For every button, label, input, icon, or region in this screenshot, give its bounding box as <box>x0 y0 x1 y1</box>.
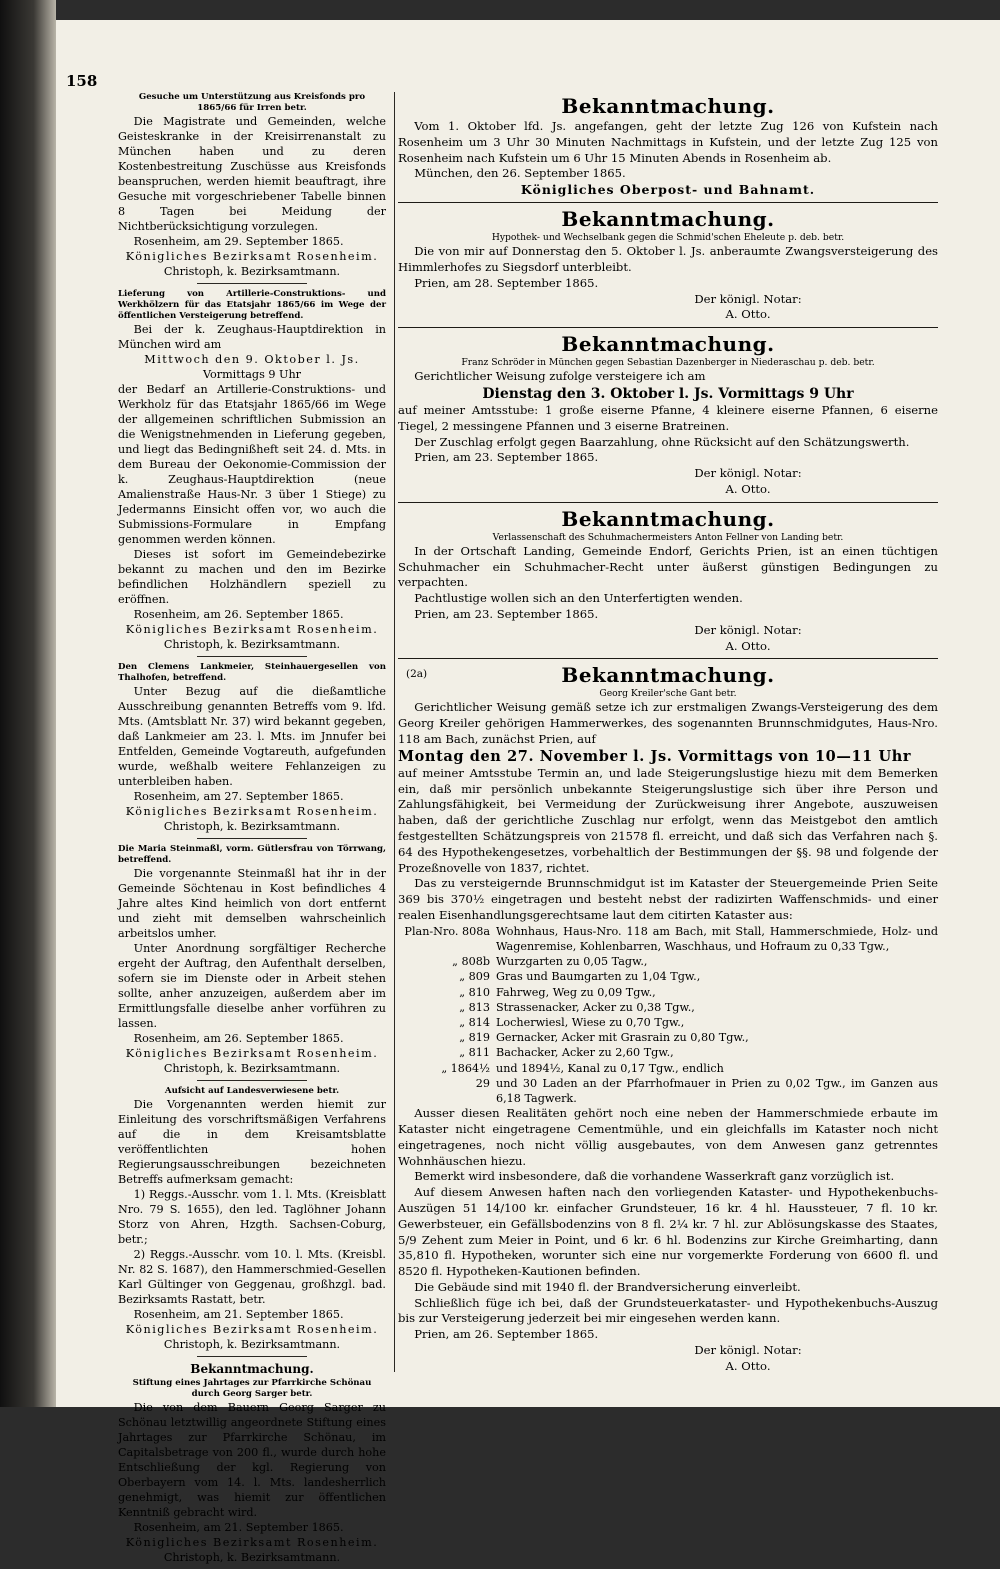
notice-paragraph: Das zu versteigernde Brunnschmidgut ist im Kataster der Steuergemeinde Prien Seite 369 bis 370½ eingetragen und besteht nebst der radizirten Waffenschmids- und einer realen Eisenhandlungsgerechtsame laut dem citirten Kataster aus: <box>398 876 938 922</box>
plan-number: „ 809 <box>459 970 490 984</box>
notice-date: Rosenheim, am 27. September 1865. <box>133 790 344 803</box>
plan-number: „ 814 <box>459 1015 490 1029</box>
notice-date: Rosenheim, am 26. September 1865. <box>133 1032 344 1045</box>
divider <box>197 656 307 657</box>
page-number: 158 <box>66 72 98 90</box>
notice-paragraph: Unter Bezug auf die dießamtliche Ausschreibung genannten Betreffs vom 9. lfd. Mts. (Amtsblatt Nr. 37) wird bekannt gegeben, daß Lankmeier am 23. l. Mts. im Jnnufer bei Entfelden, Gemeinde Vogtareuth, aufgefunden wurde, weßhalb weitere Fehlanzeigen zu unterbleiben haben. <box>118 685 386 788</box>
notice-signature: Christoph, k. Bezirksamtmann. <box>163 1551 341 1564</box>
notice-signature: Christoph, k. Bezirksamtmann. <box>163 638 341 651</box>
notice-office: Königliches Bezirksamt Rosenheim. <box>125 623 379 636</box>
notice-title: Gesuche um Unterstützung aus Kreisfonds pro 1865/66 für Irren betr. <box>138 92 366 113</box>
plan-number: Plan-Nro. 808a <box>404 924 490 938</box>
notice-date: München, den 26. September 1865. <box>414 166 626 181</box>
right-column <box>398 92 938 1377</box>
notice-subject: Georg Kreiler'sche Gant betr. <box>599 688 737 700</box>
notice-office: Königliches Bezirksamt Rosenheim. <box>125 805 379 818</box>
left-notice <box>118 662 386 839</box>
notice-signer: A. Otto. <box>725 638 771 653</box>
notice-number: (2a) <box>406 668 428 681</box>
notice-paragraph: auf meiner Amtsstube Termin an, und lade Steigerungslustige hiezu mit dem Bemerken ein, daß mir persönlich unbekannte Steigerungslustige sich über ihre Person und Zahlungsfähigkeit, bei Vermeidung der Zurückweisung ihrer Angebote, auszuweisen haben, daß der gerichtliche Zuschlag nur erfolgt, wenn das Meistgebot den amtlich festgestellten Schätzungspreis von 21578 fl. erreicht, und daß sich das Verfahren nach §. 64 des Hypothekengesetzes, vorbehaltlich der Bestimmungen der §§. 98 und folgende der Prozeßnovelle von 1837, richtet. <box>398 765 938 875</box>
notice-date-line: Mittwoch den 9. Oktober l. Js. <box>144 353 360 366</box>
notice-date: Prien, am 28. September 1865. <box>414 275 599 290</box>
notice-date: Prien, am 23. September 1865. <box>414 450 599 465</box>
divider <box>398 658 938 659</box>
notice-intro: Gerichtlicher Weisung gemäß setze ich zur erstmaligen Zwangs-Versteigerung des dem Georg Kreiler gehörigen Hammerwerkes, des sogenannten Brunnschmidgutes, Haus-Nro. 118 am Bach, zunächst Prien, auf <box>398 700 938 746</box>
column-divider <box>394 92 395 1372</box>
notice-intro: Bei der k. Zeughaus-Hauptdirektion in München wird am <box>118 323 386 351</box>
left-notice <box>118 1086 386 1357</box>
notice-date: Rosenheim, am 29. September 1865. <box>133 235 344 248</box>
divider <box>398 502 938 503</box>
notice-pfannen <box>398 332 938 498</box>
notice-date: Prien, am 23. September 1865. <box>414 606 599 621</box>
plan-description: Gras und Baumgarten zu 1,04 Tgw., <box>496 970 701 984</box>
plan-list <box>398 924 938 1106</box>
notice-subject: Verlassenschaft des Schuhmachermeisters Anton Fellner von Landing betr. <box>492 531 844 543</box>
notice-office: Königliches Bezirksamt Rosenheim. <box>125 1536 379 1549</box>
plan-description: und 1894½, Kanal zu 0,17 Tgw., endlich <box>496 1061 724 1075</box>
notice-time-line: Vormittags 9 Uhr <box>202 368 302 381</box>
notice-paragraph: 1) Reggs.-Ausschr. vom 1. l. Mts. (Kreisblatt Nro. 79 S. 1655), den led. Taglöhner Johann Storz von Ahren, Hzgth. Sachsen-Coburg, betr.; <box>118 1188 386 1246</box>
plan-description: Bachacker, Acker zu 2,60 Tgw., <box>496 1046 674 1060</box>
plan-description: Gernacker, Acker mit Grasrain zu 0,80 Tgw., <box>496 1031 749 1045</box>
notice-paragraph: Ausser diesen Realitäten gehört noch eine neben der Hammerschmiede erbaute im Kataster nicht eingetragene Cementmühle, und ein gleichfalls im Kataster noch nicht eingetragenes, noch nicht völlig ausgebautes, von dem Anwesen ganz getrenntes Wohnhäuschen hiezu. <box>398 1106 938 1168</box>
notice-intro: Gerichtlicher Weisung zufolge versteigere ich am <box>414 369 706 384</box>
plan-description: Wohnhaus, Haus-Nro. 118 am Bach, mit Stall, Hammerschmiede, Holz- und Wagenremise, Kohlenbarren, Waschhaus, und Hofraum zu 0,33 Tgw., <box>496 924 938 953</box>
divider <box>197 283 307 284</box>
notice-title: Die Maria Steinmaßl, vorm. Gütlersfrau von Törrwang, betreffend. <box>118 844 386 865</box>
plan-item <box>398 969 938 984</box>
divider <box>398 202 938 203</box>
notice-heading: Bekanntmachung. <box>561 663 775 688</box>
notice-date: Rosenheim, am 21. September 1865. <box>133 1308 344 1321</box>
left-column <box>118 92 386 1569</box>
notice-office: Königliches Oberpost- und Bahnamt. <box>520 182 816 198</box>
notice-title: Den Clemens Lankmeier, Steinhauergesellen von Thalhofen, betreffend. <box>118 662 386 683</box>
notice-office: Königliches Bezirksamt Rosenheim. <box>125 1047 379 1060</box>
notice-paragraph: Dieses ist sofort im Gemeindebezirke bekannt zu machen und den im Bezirke befindlichen Holzhändlern speziell zu eröffnen. <box>118 548 386 606</box>
notice-paragraph: Pachtlustige wollen sich an den Unterfertigten wenden. <box>414 591 743 606</box>
plan-item <box>398 1061 938 1076</box>
notice-paragraph: Die von dem Bauern Georg Sarger zu Schönau letztwillig angeordnete Stiftung eines Jahrtages zur Pfarrkirche Schönau, im Capitalsbetrage von 200 fl., wurde durch hohe Entschließung der kgl. Regierung von Oberbayern vom 14. l. Mts. landesherrlich genehmigt, was hiemit zur öffentlichen Kenntniß gebracht wird. <box>118 1401 386 1519</box>
notice-office: Königliches Bezirksamt Rosenheim. <box>125 1323 379 1336</box>
notice-heading: Bekanntmachung. <box>561 94 775 118</box>
plan-item <box>398 1030 938 1045</box>
divider <box>197 838 307 839</box>
notice-paragraph: Auf diesem Anwesen haften nach den vorliegenden Kataster- und Hypothekenbuchs-Auszügen 51 14/100 kr. einfacher Grundsteuer, 16 kr. 4 hl. Haussteuer, 7 fl. 10 kr. Gewerbsteuer, ein Gefällsbodenzins von 8 fl. 2¼ kr. 7 hl. zur Ablösungskasse des Staates, 5/9 Zehent zum Meier in Point, und 6 kr. 6 hl. Bodenzins zur Kirche Greimharting, dann 35,810 fl. Hypotheken, worunter sich eine nur vorgemerkte Forderung von 6600 fl. und 8520 fl. Hypotheken-Kautionen befinden. <box>398 1185 938 1279</box>
notice-signer-title: Der königl. Notar: <box>694 1343 802 1358</box>
plan-number: „ 808b <box>452 955 490 969</box>
notice-heading: Bekanntmachung. <box>190 1362 314 1376</box>
divider <box>197 1356 307 1357</box>
plan-item <box>398 1076 938 1106</box>
book-binding <box>0 0 56 1407</box>
notice-signature: Christoph, k. Bezirksamtmann. <box>163 820 341 833</box>
plan-item <box>398 985 938 1000</box>
notice-paragraph: Die vorgenannte Steinmaßl hat ihr in der Gemeinde Söchtenau in Kost befindliches 4 Jahre altes Kind heimlich von dort entfernt und zieht mit demselben wahrscheinlich arbeitslos umher. <box>118 867 386 940</box>
notice-date: Rosenheim, am 26. September 1865. <box>133 608 344 621</box>
notice-date: Rosenheim, am 21. September 1865. <box>133 1521 344 1534</box>
notice-office: Königliches Bezirksamt Rosenheim. <box>125 250 379 263</box>
notice-heading: Bekanntmachung. <box>561 332 775 357</box>
plan-number: „ 813 <box>459 1000 490 1014</box>
notice-paragraph: Vom 1. Oktober lfd. Js. angefangen, geht der letzte Zug 126 von Kufstein nach Rosenheim um 3 Uhr 30 Minuten Nachmittags in Kufstein, und der letzte Zug 125 von Rosenheim nach Kufstein um 6 Uhr 15 Minuten Abends in Rosenheim ab. <box>398 119 938 165</box>
notice-signature: Christoph, k. Bezirksamtmann. <box>163 1062 341 1075</box>
notice-signature: Christoph, k. Bezirksamtmann. <box>163 265 341 278</box>
left-notice <box>118 289 386 657</box>
plan-description: und 30 Laden an der Pfarrhofmauer in Prien zu 0,02 Tgw., im Ganzen aus 6,18 Tagwerk. <box>496 1076 938 1105</box>
notice-kreiler-gant <box>398 663 938 1374</box>
plan-item <box>398 1015 938 1030</box>
notice-signer-title: Der königl. Notar: <box>694 622 802 637</box>
notice-signer: A. Otto. <box>725 307 771 322</box>
notice-title: Lieferung von Artillerie-Construktions- und Werkhölzern für das Etatsjahr 1865/66 im Wege der öffentlichen Versteigerung betreffend. <box>118 289 386 321</box>
plan-description: Strassenacker, Acker zu 0,38 Tgw., <box>496 1000 695 1014</box>
notice-paragraph: Die von mir auf Donnerstag den 5. Oktober l. Js. anberaumte Zwangsversteigerung des Himmlerhofes zu Siegsdorf unterbleibt. <box>398 244 938 274</box>
left-notice <box>118 92 386 284</box>
notice-railway <box>398 94 938 198</box>
plan-number: „ 819 <box>459 1031 490 1045</box>
notice-signer-title: Der königl. Notar: <box>694 291 802 306</box>
notice-paragraph: Schließlich füge ich bei, daß der Grundsteuerkataster- und Hypothekenbuchs-Auszug bis zur Versteigerung jederzeit bei mir eingesehen werden kann. <box>398 1295 938 1326</box>
notice-schuhmacher <box>398 507 938 655</box>
plan-description: Wurzgarten zu 0,05 Tagw., <box>496 955 648 969</box>
notice-paragraph: 2) Reggs.-Ausschr. vom 10. l. Mts. (Kreisbl. Nr. 82 S. 1687), den Hammerschmied-Gesellen Karl Gültinger von Geggenau, großhzgl. bad. Bezirksamts Rastatt, betr. <box>118 1248 386 1306</box>
plan-number: „ 810 <box>459 985 490 999</box>
notice-paragraph: Bemerkt wird insbesondere, daß die vorhandene Wasserkraft ganz vorzüglich ist. <box>414 1169 895 1184</box>
notice-paragraph: Der Zuschlag erfolgt gegen Baarzahlung, ohne Rücksicht auf den Schätzungswerth. <box>414 434 910 449</box>
notice-paragraph: Die Magistrate und Gemeinden, welche Geisteskranke in der Kreisirrenanstalt zu München haben und zu deren Kostenbestreitung Zuschüsse aus Kreisfonds beanspruchen, werden hiemit beauftragt, ihre Gesuche mit vorgeschriebener Tabelle binnen 8 Tagen bei Meidung der Nichtberücksichtigung vorzulegen. <box>118 115 386 233</box>
plan-item <box>398 1045 938 1060</box>
notice-title: Stiftung eines Jahrtages zur Pfarrkirche Schönau durch Georg Sarger betr. <box>132 1378 372 1399</box>
notice-signature: Christoph, k. Bezirksamtmann. <box>163 1338 341 1351</box>
plan-description: Fahrweg, Weg zu 0,09 Tgw., <box>496 985 656 999</box>
plan-number: 29 <box>475 1076 490 1090</box>
plan-number: „ 1864½ <box>441 1061 490 1075</box>
notice-date-line: Montag den 27. November l. Js. Vormittags von 10—11 Uhr <box>398 747 912 765</box>
plan-description: Locherwiesl, Wiese zu 0,70 Tgw., <box>496 1015 685 1029</box>
notice-signer: A. Otto. <box>725 481 771 496</box>
notice-paragraph: In der Ortschaft Landing, Gemeinde Endorf, Gerichts Prien, ist an einen tüchtigen Schuhmacher ein Schuhmacher-Recht unter äußerst günstigen Bedingungen zu verpachten. <box>398 543 938 590</box>
notice-date-line: Dienstag den 3. Oktober l. Js. Vormittags 9 Uhr <box>482 385 854 402</box>
notice-paragraph: der Bedarf an Artillerie-Construktions- und Werkholz für das Etatsjahr 1865/66 im Wege der allgemeinen schriftlichen Submission an die Wenigstnehmenden in Lieferung gegeben, und liegt das Bedingnißheft seit 24. d. Mts. in dem Bureau der Oekonomie-Commission der k. Zeughaus-Hauptdirektion (neue Amalienstraße Haus-Nr. 3 über 1 Stiege) zu Jedermanns Einsicht offen vor, wo auch die Submissions-Formulare in Empfang genommen werden können. <box>118 383 386 546</box>
notice-subject: Franz Schröder in München gegen Sebastian Dazenberger in Niederaschau p. deb. betr. <box>461 357 875 369</box>
notice-heading: Bekanntmachung. <box>561 506 775 531</box>
divider <box>398 327 938 328</box>
notice-paragraph: Unter Anordnung sorgfältiger Recherche ergeht der Auftrag, den Aufenthalt derselben, sofern sie im Dienste oder in Arbeit stehen sollte, anher anzuzeigen, außerdem aber im Ermittlungsfalle dieselbe anher vorführen zu lassen. <box>118 942 386 1030</box>
left-notice <box>118 1362 386 1565</box>
plan-number: „ 811 <box>459 1046 490 1060</box>
notice-paragraph: auf meiner Amtsstube: 1 große eiserne Pfanne, 4 kleinere eiserne Pfannen, 6 eiserne Tiegel, 2 messingene Pfannen und 3 eiserne Bratreinen. <box>398 402 938 433</box>
notice-heading: Bekanntmachung. <box>561 207 775 232</box>
plan-item <box>398 924 938 954</box>
notice-subject: Hypothek- und Wechselbank gegen die Schmid'schen Eheleute p. deb. betr. <box>491 232 845 244</box>
notice-paragraph: Die Vorgenannten werden hiemit zur Einleitung des vorschriftsmäßigen Verfahrens auf die in dem Kreisamtsblatte veröffentlichten hohen Regierungsausschreibungen bezeichneten Betreffs aufmerksam gemacht: <box>118 1098 386 1186</box>
divider <box>197 1080 307 1081</box>
notice-title: Aufsicht auf Landesverwiesene betr. <box>164 1086 340 1096</box>
notice-heading-row <box>398 663 938 687</box>
plan-item <box>398 1000 938 1015</box>
notice-signer-title: Der königl. Notar: <box>694 466 802 481</box>
notice-date: Prien, am 26. September 1865. <box>414 1327 599 1342</box>
notice-signer: A. Otto. <box>725 1358 771 1373</box>
plan-item <box>398 954 938 969</box>
notice-paragraph: Die Gebäude sind mit 1940 fl. der Brandversicherung einverleibt. <box>414 1279 801 1294</box>
notice-himmlerhof <box>398 207 938 323</box>
left-notice <box>118 844 386 1081</box>
